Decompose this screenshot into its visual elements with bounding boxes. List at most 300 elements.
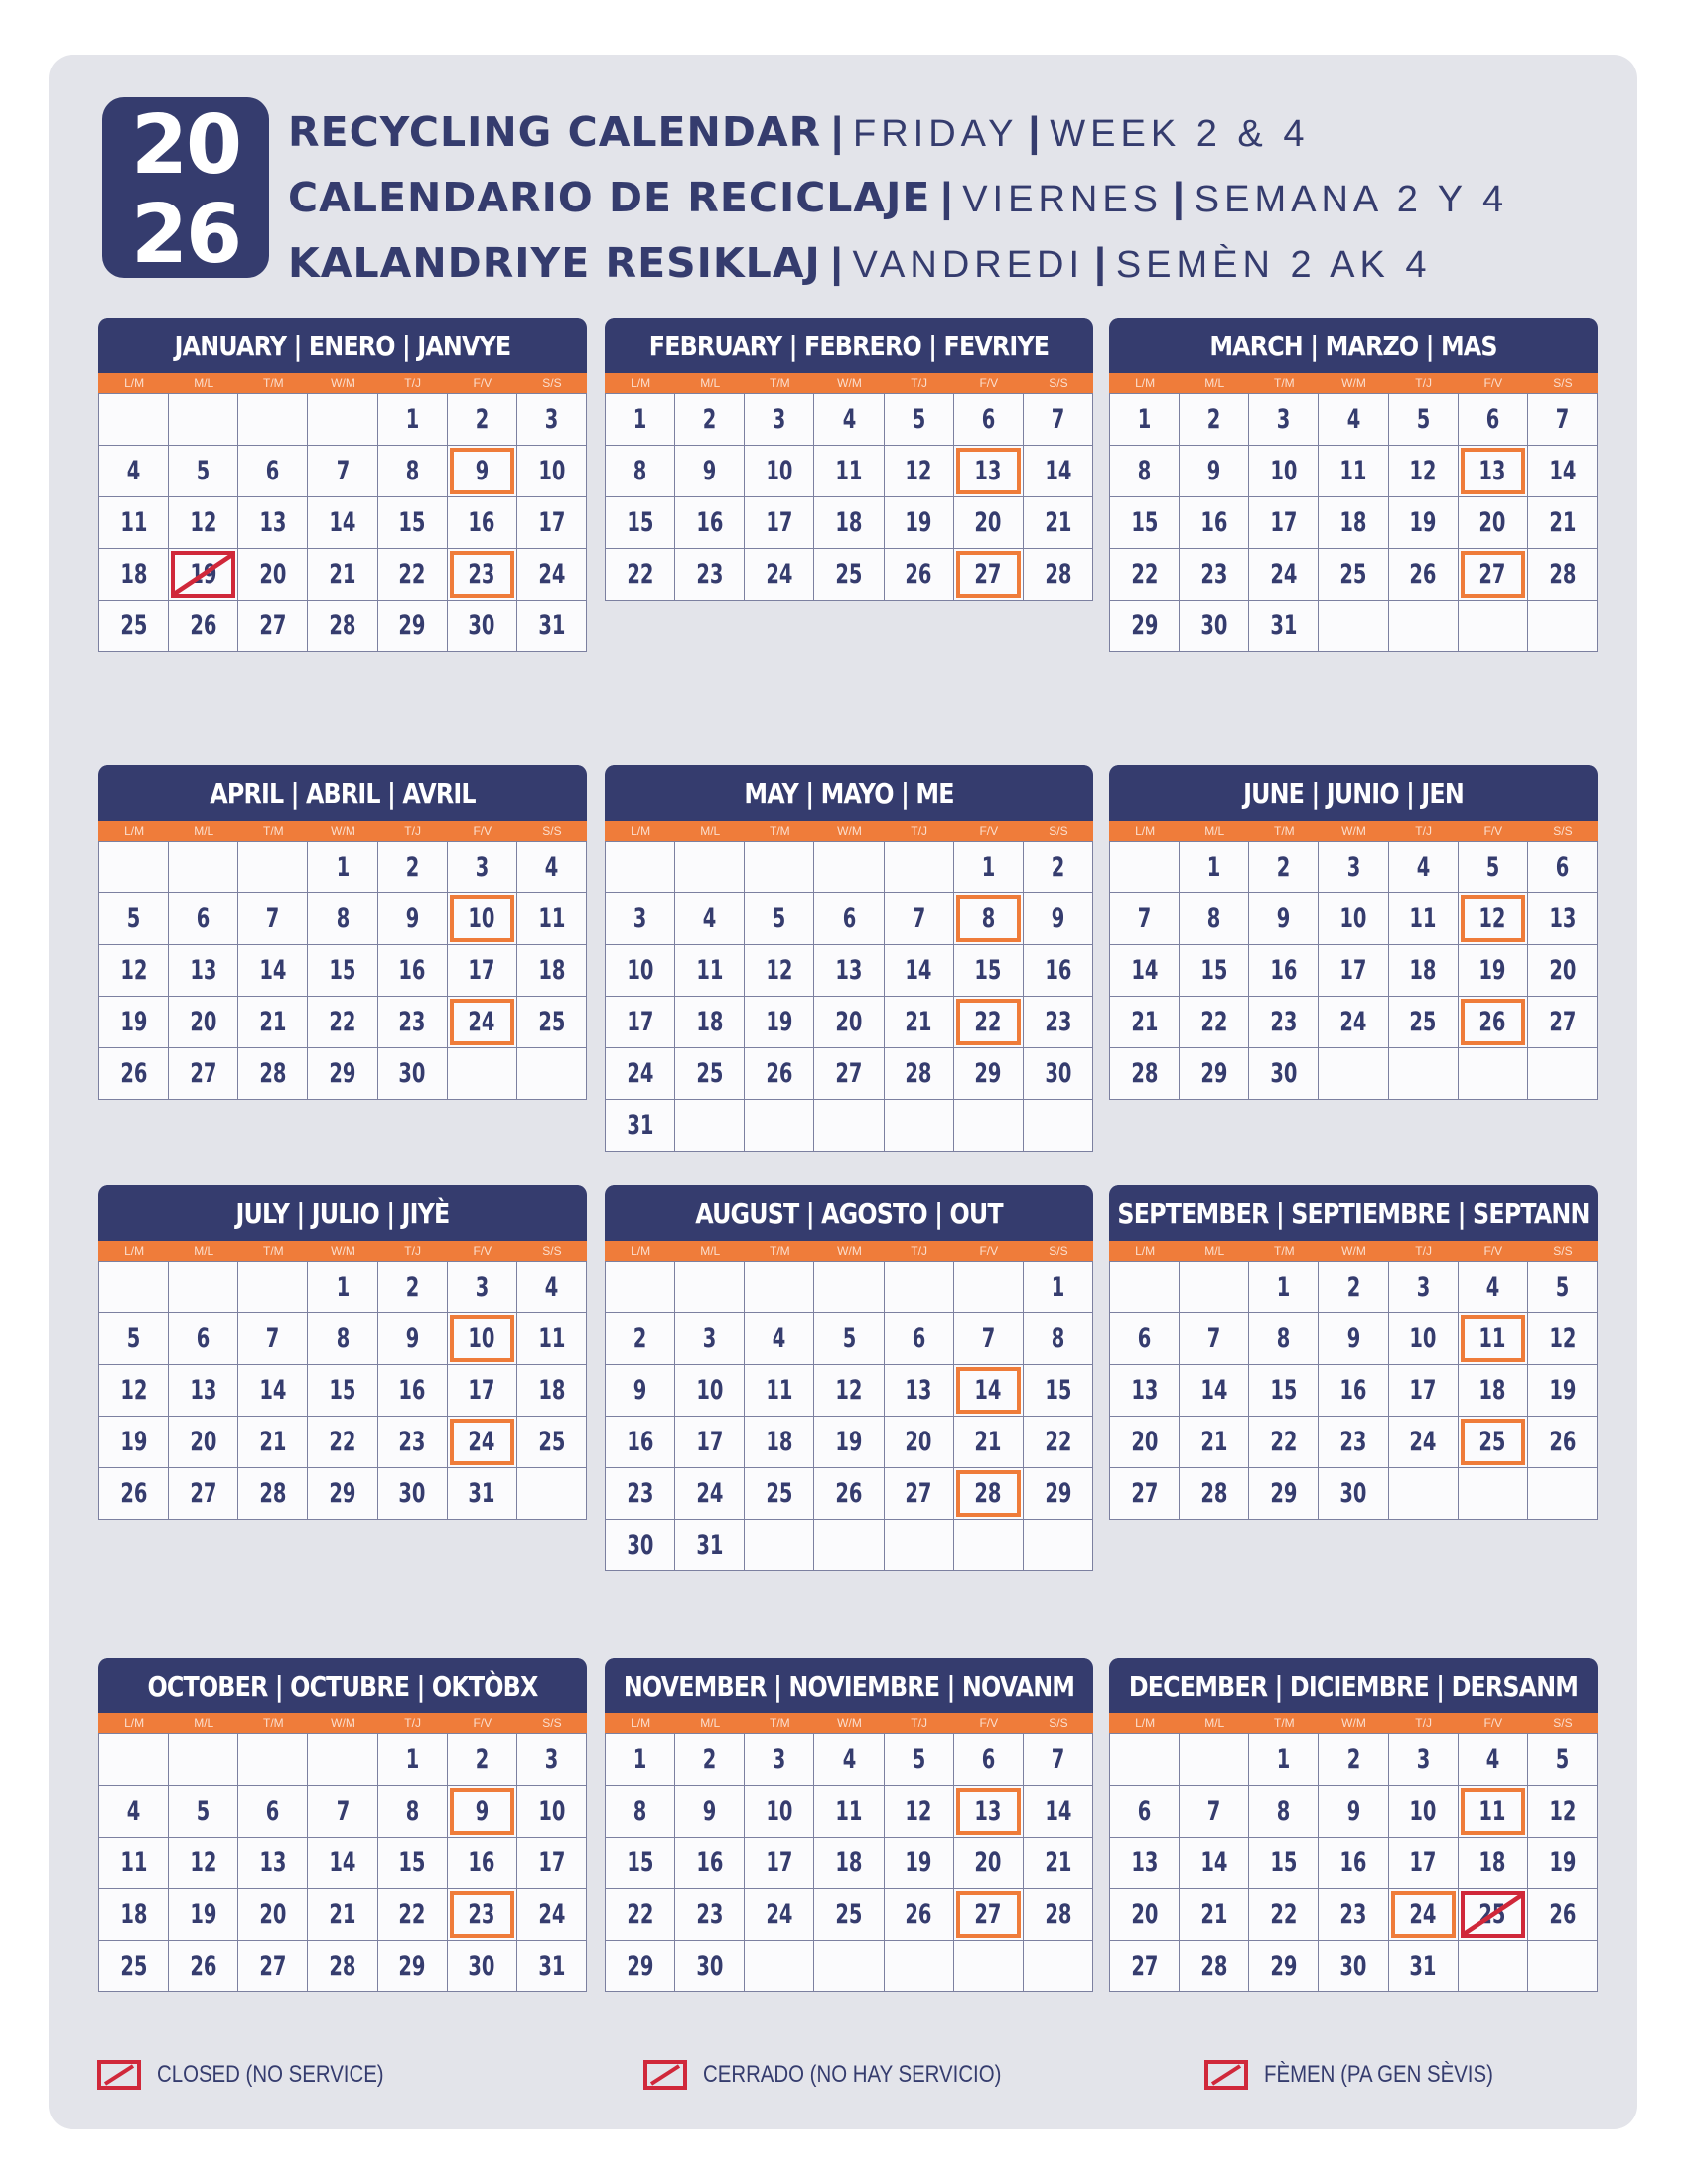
day-number: 4 [702,903,717,934]
day-number: 6 [842,903,856,934]
day-number: 14 [1044,456,1071,486]
day-cell [1110,549,1180,601]
day-cell [1459,1262,1528,1313]
day-number: 16 [398,1375,426,1406]
day-number: 26 [835,1478,863,1509]
day-number: 8 [1206,903,1221,934]
day-cell [378,997,448,1048]
day-grid [1109,1261,1598,1520]
legend-label: CERRADO (NO HAY SERVICIO) [703,2061,1002,2088]
day-cell [99,1889,169,1941]
day-cell [814,1468,884,1520]
day-cell [1249,549,1319,601]
month-calendar [605,1185,1093,1571]
day-cell [885,1313,954,1365]
empty-cell [1528,1468,1598,1520]
weekday-label: L/M [631,1244,651,1258]
day-cell [1180,1838,1249,1889]
day-number: 29 [398,1951,426,1981]
month-title: NOVEMBER | NOVIEMBRE | NOVANM [605,1658,1092,1713]
day-number: 27 [1131,1951,1159,1981]
weekday-row [98,1241,587,1261]
day-grid [98,393,587,652]
day-cell [1024,1417,1093,1468]
day-number: 6 [1137,1796,1152,1827]
day-cell [1528,549,1598,601]
day-cell [99,1417,169,1468]
empty-cell [675,842,745,893]
day-number: 1 [336,852,350,883]
closed-slash-icon [1459,1889,1527,1940]
day-number: 12 [190,1847,217,1878]
title-week: WEEK 2 & 4 [1050,113,1310,155]
empty-cell [99,1262,169,1313]
day-cell [885,945,954,997]
day-number: 13 [1548,903,1576,934]
day-number: 7 [1051,1744,1065,1775]
day-cell [1319,997,1388,1048]
day-cell [238,997,308,1048]
pickup-day-cell [1459,997,1528,1048]
day-number: 16 [1270,955,1298,986]
title-line-spanish: CALENDARIO DE RECICLAJE | VIERNES | SEMANA 2 Y 4 [288,174,1509,221]
weekday-label: S/S [1553,824,1573,838]
day-number: 5 [126,903,141,934]
day-number: 18 [1339,507,1367,538]
empty-cell [99,842,169,893]
weekday-label: W/M [1341,1716,1366,1730]
weekday-label: L/M [124,1716,145,1730]
day-number: 16 [1339,1847,1367,1878]
weekday-label: T/J [911,824,927,838]
empty-cell [954,1520,1024,1571]
weekday-label: S/S [542,1716,562,1730]
day-number: 8 [1277,1323,1291,1354]
day-cell [169,1941,238,1992]
day-number: 2 [633,1323,647,1354]
day-number: 25 [835,1899,863,1930]
day-cell [1180,601,1249,652]
day-number: 17 [766,507,793,538]
day-cell [517,1365,587,1417]
day-number: 28 [1044,559,1071,590]
day-cell [606,1048,675,1100]
day-cell [1319,1941,1388,1992]
day-number: 4 [773,1323,786,1354]
day-number: 20 [190,1007,217,1037]
day-cell [308,1786,377,1838]
day-cell [238,1838,308,1889]
day-number: 24 [766,1899,793,1930]
weekday-label: T/M [263,1716,284,1730]
day-cell [1319,1262,1388,1313]
pickup-day-cell [448,1889,517,1941]
weekday-label: W/M [1341,824,1366,838]
day-cell [99,601,169,652]
day-cell [1110,1838,1180,1889]
weekday-label: S/S [1049,1244,1068,1258]
day-number: 28 [1548,559,1576,590]
day-number: 11 [1339,456,1367,486]
day-cell [378,1262,448,1313]
day-number: 23 [1339,1899,1367,1930]
day-cell [378,1786,448,1838]
weekday-label: F/V [979,1716,999,1730]
weekday-label: F/V [979,1244,999,1258]
month-calendar [605,1658,1093,1992]
day-number: 26 [905,559,932,590]
day-number: 8 [981,903,996,934]
day-cell [1459,1734,1528,1786]
day-number: 1 [1277,1272,1291,1302]
day-number: 25 [766,1478,793,1509]
day-number: 19 [905,507,932,538]
empty-cell [1110,1262,1180,1313]
weekday-label: L/M [631,824,651,838]
day-cell [1180,1417,1249,1468]
day-number: 12 [120,955,148,986]
day-cell [308,1048,377,1100]
day-number: 4 [126,456,141,486]
empty-cell [1024,1941,1093,1992]
day-number: 4 [842,1744,856,1775]
day-cell [814,446,884,497]
weekday-label: M/L [1204,1716,1225,1730]
day-cell [378,497,448,549]
day-number: 12 [1548,1323,1576,1354]
weekday-label: F/V [979,376,999,390]
day-cell [1110,601,1180,652]
day-number: 3 [702,1323,717,1354]
day-number: 26 [1548,1427,1576,1457]
day-cell [1024,842,1093,893]
day-cell [1249,1786,1319,1838]
day-cell [99,1468,169,1520]
day-cell [1249,1365,1319,1417]
day-cell [238,497,308,549]
day-number: 24 [696,1478,724,1509]
day-number: 4 [126,1796,141,1827]
day-number: 28 [329,1951,356,1981]
day-number: 23 [1200,559,1228,590]
month-calendar [1109,765,1598,1100]
weekday-label: L/M [1135,1244,1156,1258]
day-number: 29 [1044,1478,1071,1509]
day-number: 16 [1339,1375,1367,1406]
day-cell [1180,945,1249,997]
weekday-label: S/S [542,376,562,390]
day-cell [238,945,308,997]
day-cell [308,1313,377,1365]
day-number: 13 [259,507,287,538]
weekday-label: T/M [1274,1716,1295,1730]
day-cell [1024,497,1093,549]
day-number: 31 [1409,1951,1437,1981]
title-week: SEMÈN 2 AK 4 [1115,244,1432,286]
day-cell [745,1889,814,1941]
day-cell [169,1889,238,1941]
weekday-label: T/J [1415,824,1432,838]
day-cell [169,446,238,497]
pickup-day-cell [954,549,1024,601]
day-number: 15 [329,1375,356,1406]
day-number: 22 [329,1007,356,1037]
day-cell [954,1048,1024,1100]
weekday-label: T/J [404,376,421,390]
day-cell [1110,1889,1180,1941]
day-cell [169,893,238,945]
day-number: 6 [196,1323,211,1354]
day-cell [1459,394,1528,446]
day-cell [1249,1734,1319,1786]
day-number: 23 [1044,1007,1071,1037]
day-cell [99,549,169,601]
day-number: 9 [405,903,419,934]
day-cell [1249,1417,1319,1468]
legend-closed-english [97,2057,424,2093]
day-number: 20 [1131,1427,1159,1457]
day-number: 19 [190,1899,217,1930]
day-number: 20 [974,1847,1002,1878]
day-cell [169,497,238,549]
weekday-label: L/M [631,376,651,390]
day-cell [99,1048,169,1100]
weekday-row [1109,1241,1598,1261]
day-number: 24 [627,1058,654,1089]
day-number: 9 [702,456,717,486]
month-header [605,1658,1093,1713]
day-number: 29 [1131,611,1159,641]
day-cell [606,1941,675,1992]
weekday-row [605,1713,1093,1733]
day-cell [169,997,238,1048]
day-cell [1319,394,1388,446]
day-cell [814,1889,884,1941]
day-cell [675,446,745,497]
day-cell [745,549,814,601]
day-number: 2 [1346,1744,1360,1775]
day-number: 15 [1200,955,1228,986]
day-number: 20 [190,1427,217,1457]
closed-day-cell [1459,1889,1528,1941]
day-number: 11 [1409,903,1437,934]
day-cell [308,1365,377,1417]
day-cell [606,549,675,601]
day-number: 5 [1485,852,1500,883]
day-number: 1 [1277,1744,1291,1775]
day-cell [1110,1468,1180,1520]
day-number: 12 [190,507,217,538]
pickup-day-cell [448,549,517,601]
empty-cell [169,1734,238,1786]
day-cell [1389,1417,1459,1468]
day-cell [1528,893,1598,945]
day-number: 23 [627,1478,654,1509]
day-number: 24 [1409,1899,1437,1930]
month-calendar [1109,1658,1598,1992]
day-number: 6 [1137,1323,1152,1354]
day-number: 30 [1270,1058,1298,1089]
day-cell [1459,1838,1528,1889]
day-cell [448,1262,517,1313]
pickup-day-cell [1459,1786,1528,1838]
day-cell [517,1786,587,1838]
day-number: 9 [1346,1323,1360,1354]
day-number: 27 [259,1951,287,1981]
day-cell [1249,446,1319,497]
day-number: 18 [537,1375,565,1406]
day-cell [1110,1365,1180,1417]
month-calendar [1109,1185,1598,1520]
legend-label: FÈMEN (PA GEN SÈVIS) [1264,2061,1493,2088]
day-cell [308,1838,377,1889]
day-cell [1389,549,1459,601]
day-number: 1 [1137,404,1152,435]
day-number: 30 [398,1058,426,1089]
day-number: 18 [835,1847,863,1878]
day-number: 23 [398,1007,426,1037]
day-cell [1389,1365,1459,1417]
day-cell [1389,446,1459,497]
day-number: 19 [766,1007,793,1037]
day-number: 23 [696,1899,724,1930]
day-cell [1110,1786,1180,1838]
day-cell [1249,1889,1319,1941]
day-number: 13 [1131,1847,1159,1878]
day-cell [885,997,954,1048]
day-cell [99,1838,169,1889]
day-number: 6 [1555,852,1570,883]
day-cell [745,497,814,549]
day-cell [1249,497,1319,549]
day-number: 5 [1416,404,1430,435]
day-grid [605,1733,1093,1992]
day-cell [1319,1838,1388,1889]
day-number: 1 [336,1272,350,1302]
day-cell [606,1417,675,1468]
day-cell [1024,893,1093,945]
weekday-label: T/M [1274,824,1295,838]
day-number: 25 [537,1427,565,1457]
day-cell [517,997,587,1048]
day-cell [606,1889,675,1941]
day-number: 21 [329,559,356,590]
day-number: 24 [766,559,793,590]
day-cell [1024,1365,1093,1417]
day-number: 3 [1416,1272,1430,1302]
weekday-label: W/M [331,1244,355,1258]
day-cell [99,1786,169,1838]
pickup-day-cell [954,893,1024,945]
day-number: 28 [1200,1478,1228,1509]
title-block [288,99,1618,296]
day-cell [238,549,308,601]
weekday-label: T/J [1415,376,1432,390]
day-cell [238,1889,308,1941]
day-cell [1389,1313,1459,1365]
pickup-day-cell [954,446,1024,497]
weekday-label: S/S [1049,1716,1068,1730]
day-number: 3 [1416,1744,1430,1775]
closed-icon [1204,2060,1248,2090]
day-number: 17 [627,1007,654,1037]
day-number: 22 [1270,1899,1298,1930]
empty-cell [1459,1048,1528,1100]
day-grid [1109,841,1598,1100]
day-cell [169,1313,238,1365]
day-number: 11 [537,1323,565,1354]
day-cell [1180,1468,1249,1520]
day-cell [308,945,377,997]
day-number: 2 [1346,1272,1360,1302]
day-cell [745,893,814,945]
empty-cell [1459,1941,1528,1992]
day-cell [169,1417,238,1468]
day-number: 28 [974,1478,1002,1509]
month-header [605,765,1093,821]
day-cell [1249,394,1319,446]
day-number: 14 [1548,456,1576,486]
month-calendar [98,1658,587,1992]
day-number: 1 [633,404,647,435]
day-number: 18 [120,559,148,590]
month-calendar [1109,318,1598,652]
weekday-label: T/M [770,376,790,390]
weekday-label: F/V [979,824,999,838]
day-number: 18 [696,1007,724,1037]
day-number: 25 [120,1951,148,1981]
empty-cell [1180,1262,1249,1313]
title-line-english: RECYCLING CALENDAR | FRIDAY | WEEK 2 & 4 [288,108,1310,156]
day-cell [378,601,448,652]
month-calendar [98,765,587,1100]
day-cell [1249,997,1319,1048]
day-cell [1110,1048,1180,1100]
day-cell [1249,1941,1319,1992]
day-number: 6 [266,1796,280,1827]
day-number: 13 [835,955,863,986]
day-cell [1389,497,1459,549]
empty-cell [1389,1468,1459,1520]
day-number: 11 [696,955,724,986]
empty-cell [238,1262,308,1313]
day-cell [606,497,675,549]
day-cell [517,497,587,549]
day-cell [885,1365,954,1417]
closed-slash-icon [169,549,237,600]
day-number: 15 [627,1847,654,1878]
pickup-day-cell [954,997,1024,1048]
day-cell [169,1365,238,1417]
day-number: 10 [1339,903,1367,934]
empty-cell [99,1734,169,1786]
empty-cell [745,1520,814,1571]
day-cell [814,945,884,997]
day-cell [675,497,745,549]
day-cell [1528,1313,1598,1365]
day-number: 3 [544,1744,559,1775]
weekday-label: F/V [1483,1716,1503,1730]
empty-cell [517,1048,587,1100]
day-cell [308,893,377,945]
day-number: 19 [120,1427,148,1457]
day-cell [885,1048,954,1100]
day-number: 23 [1339,1427,1367,1457]
day-cell [378,1417,448,1468]
day-number: 22 [398,1899,426,1930]
day-cell [169,1048,238,1100]
day-cell [1024,1838,1093,1889]
